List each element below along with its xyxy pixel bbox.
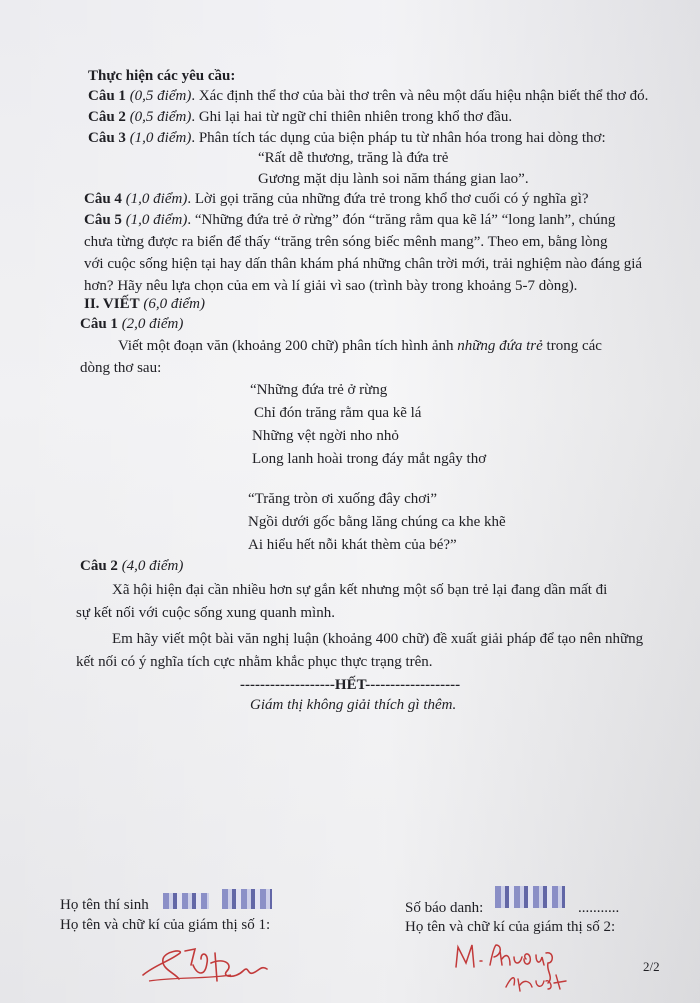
poem-line: “Trăng tròn ơi xuống đây chơi” — [248, 491, 438, 507]
redacted-student-name — [163, 893, 209, 909]
question-text: . Lời gọi trăng của những đứa trẻ trong khổ thơ cuối có ý nghĩa gì? — [187, 191, 589, 207]
question-label: Câu 2 — [80, 558, 118, 574]
page-number: 2/2 — [643, 959, 660, 974]
essay-2-heading — [80, 556, 183, 576]
essay-2-para: kết nối có ý nghĩa tích cực nhằm khắc phục thực trạng trên. — [76, 654, 433, 670]
proctor-1-label: Họ tên và chữ kí của giám thị số 1: — [60, 917, 271, 933]
part-points: (6,0 điểm) — [143, 296, 205, 312]
end-note: Giám thị không giải thích gì thêm. — [250, 697, 457, 713]
question-label: Câu 1 — [80, 316, 118, 332]
question-5 — [84, 210, 615, 230]
redacted-sbd — [495, 886, 565, 908]
proctor-1-signature — [135, 935, 295, 990]
essay-1-prompt — [118, 336, 602, 356]
prompt-text: trong các — [546, 338, 602, 354]
question-points: (4,0 điểm) — [121, 558, 184, 574]
prompt-text: Viết một đoạn văn (khoảng 200 chữ) phân tích hình ảnh — [118, 338, 454, 354]
question-points: (1,0 điểm) — [125, 212, 188, 228]
question-label: Câu 4 — [84, 191, 122, 207]
question-5-text: chưa từng được ra biển để thấy “trăng trên sóng biếc mênh mang”. Theo em, bằng lòng — [84, 234, 608, 250]
poem-line: Ngồi dưới gốc bằng lăng chúng ca khe khẽ — [248, 514, 506, 530]
quote-line: Gương mặt dịu lành soi năm tháng gian lao”. — [258, 171, 529, 187]
sbd-dots: ........... — [578, 900, 620, 916]
essay-1-prompt-cont: dòng thơ sau: — [80, 360, 162, 376]
question-points: (0,5 điểm) — [129, 88, 192, 104]
poem-line: Long lanh hoài trong đáy mắt ngây thơ — [252, 451, 487, 467]
question-points: (0,5 điểm) — [129, 109, 192, 125]
question-3 — [88, 128, 606, 148]
question-label: Câu 2 — [88, 109, 126, 125]
poem-line: Những vệt ngời nho nhỏ — [252, 428, 399, 444]
essay-2-para: Em hãy viết một bài văn nghị luận (khoảng 400 chữ) đề xuất giải pháp để tạo nên những — [112, 631, 644, 647]
proctor-2-signature — [450, 935, 590, 997]
question-points: (1,0 điểm) — [125, 191, 188, 207]
student-name-label: Họ tên thí sinh — [60, 897, 149, 913]
essay-1-heading — [80, 314, 183, 334]
question-text: . Xác định thể thơ của bài thơ trên và nêu một dấu hiệu nhận biết thể thơ đó. — [191, 88, 649, 104]
question-text: . Phân tích tác dụng của biện pháp tu từ nhân hóa trong hai dòng thơ: — [191, 130, 606, 146]
question-2 — [88, 107, 512, 127]
question-points: (2,0 điểm) — [121, 316, 184, 332]
question-4 — [84, 189, 589, 209]
sbd-label: Số báo danh: — [405, 900, 484, 916]
question-5-text: hơn? Hãy nêu lựa chọn của em và lí giải vì sao (trình bày trong khoảng 5-7 dòng). — [84, 278, 578, 294]
essay-2-para: sự kết nối với cuộc sống xung quanh mình. — [76, 605, 335, 621]
part-title: II. VIẾT — [84, 296, 140, 312]
section-intro: Thực hiện các yêu cầu: — [88, 68, 236, 84]
proctor-2-label: Họ tên và chữ kí của giám thị số 2: — [405, 919, 616, 935]
part-2-heading — [84, 294, 205, 314]
question-points: (1,0 điểm) — [129, 130, 192, 146]
question-1 — [88, 86, 648, 106]
redacted-student-name — [222, 889, 272, 909]
question-text: . Ghi lại hai từ ngữ chỉ thiên nhiên trong khổ thơ đầu. — [191, 109, 513, 125]
question-label: Câu 1 — [88, 88, 126, 104]
poem-line: Chỉ đón trăng rằm qua kẽ lá — [254, 405, 422, 421]
poem-line: “Những đứa trẻ ở rừng — [250, 382, 388, 398]
end-mark: -------------------HẾT------------------- — [240, 677, 461, 693]
question-label: Câu 5 — [84, 212, 122, 228]
essay-2-para: Xã hội hiện đại cần nhiều hơn sự gắn kết nhưng một số bạn trẻ lại đang dần mất đi — [112, 582, 608, 598]
quote-line: “Rất dễ thương, trăng là đứa trẻ — [258, 150, 449, 166]
poem-line: Ai hiểu hết nỗi khát thèm của bé?” — [248, 537, 457, 553]
prompt-emphasis: những đứa trẻ — [457, 338, 543, 354]
question-label: Câu 3 — [88, 130, 126, 146]
question-5-text: với cuộc sống hiện tại hay dấn thân khám phá những chân trời mới, trải nghiệm nào đáng giá — [84, 256, 643, 272]
question-text: . “Những đứa trẻ ở rừng” đón “trăng rằm qua kẽ lá” “long lanh”, chúng — [187, 212, 616, 228]
